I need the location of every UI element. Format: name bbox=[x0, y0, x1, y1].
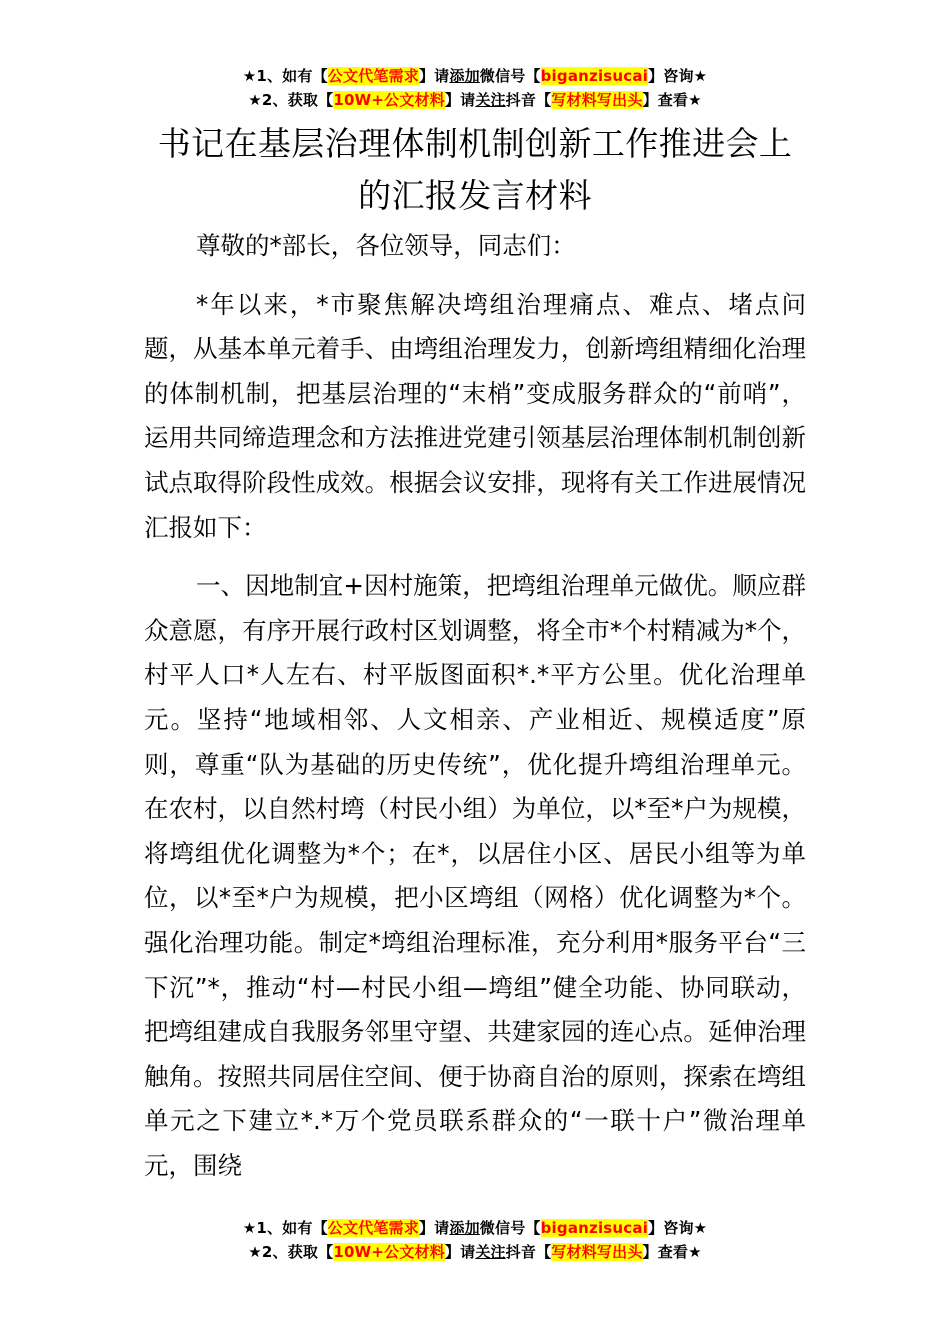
wechat-id-highlight: biganzisucai bbox=[540, 67, 649, 85]
document-title-line-1: 书记在基层治理体制机制创新工作推进会上 bbox=[157, 124, 793, 163]
ghostwriting-highlight: 公文代笔需求 bbox=[327, 1219, 419, 1237]
footer-banner-line-2: ★2、获取【10W+公文材料】请关注抖音【写材料写出头】查看★ bbox=[248, 1243, 702, 1261]
greeting: 尊敬的*部长，各位领导，同志们： bbox=[196, 231, 576, 260]
document-title bbox=[0, 118, 950, 222]
wechat-id-highlight: biganzisucai bbox=[540, 1219, 649, 1237]
header-banner-line-1: ★1、如有【公文代笔需求】请添加微信号【biganzisucai】咨询★ bbox=[242, 67, 708, 85]
footer-banner-line-1: ★1、如有【公文代笔需求】请添加微信号【biganzisucai】咨询★ bbox=[242, 1219, 708, 1237]
paragraph-section-1: 一、因地制宜+因村施策，把塆组治理单元做优。顺应群众意愿，有序开展行政村区划调整，将全市*个村精减为*个，村平人口*人左右、村平版图面积*.*平方公里。优化治理单元。坚持“地域相邻、人文相亲、产业相近、规模适度”原则，尊重“队为基础的历史传统”，优化提升塆组治理单元。在农村，以自然村塆（村民小组）为单位，以*至*户为规模，将塆组优化调整为*个；在*，以居住小区、居民小组等为单位，以*至*户为规模，把小区塆组（网格）优化调整为*个。强化治理功能。制定*塆组治理标准，充分利用*服务平台“三下沉”*，推动“村—村民小组—塆组”健全功能、协同联动，把塆组建成自我服务邻里守望、共建家园的连心点。延伸治理触角。按照共同居住空间、便于协商自治的原则，探索在塆组单元之下建立*.*万个党员联系群众的“一联十户”微治理单元，围绕 bbox=[144, 571, 806, 1180]
materials-highlight: 10W+公文材料 bbox=[333, 1243, 445, 1261]
ghostwriting-highlight: 公文代笔需求 bbox=[327, 67, 419, 85]
document-body bbox=[144, 224, 806, 1202]
douyin-account-highlight: 写材料写出头 bbox=[551, 1243, 643, 1261]
header-banner bbox=[0, 64, 950, 112]
douyin-account-highlight: 写材料写出头 bbox=[551, 91, 643, 109]
document-title-line-2: 的汇报发言材料 bbox=[358, 176, 592, 215]
paragraph-intro: *年以来，*市聚焦解决塆组治理痛点、难点、堵点问题，从基本单元着手、由塆组治理发力，创新塆组精细化治理的体制机制，把基层治理的“末梢”变成服务群众的“前哨”，运用共同缔造理念和方法推进党建引领基层治理体制机制创新试点取得阶段性成效。根据会议安排，现将有关工作进展情况汇报如下： bbox=[144, 289, 806, 542]
footer-banner bbox=[0, 1216, 950, 1264]
materials-highlight: 10W+公文材料 bbox=[333, 91, 445, 109]
header-banner-line-2: ★2、获取【10W+公文材料】请关注抖音【写材料写出头】查看★ bbox=[248, 91, 702, 109]
